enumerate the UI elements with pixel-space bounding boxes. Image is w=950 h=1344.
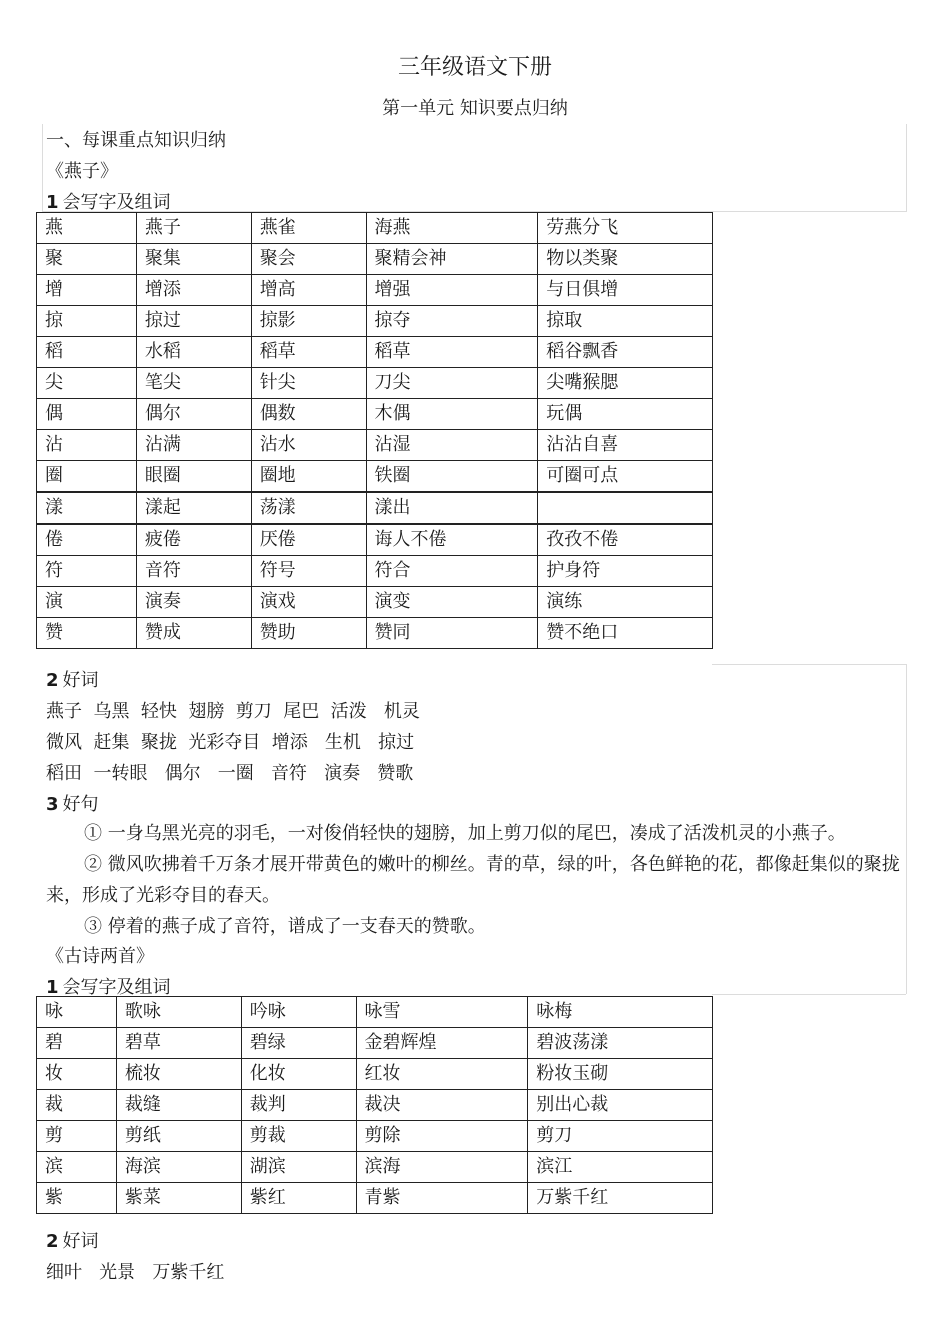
- character-cell: 紫: [37, 1183, 117, 1214]
- heading-text: 好句: [62, 794, 99, 815]
- table-row: [37, 1059, 713, 1090]
- frame-bottom-rule: [712, 994, 906, 995]
- table-row: [37, 1121, 713, 1152]
- word-cell: 厌倦: [251, 524, 366, 556]
- table-row: [37, 461, 713, 493]
- word-cell: 别出心裁: [528, 1090, 713, 1121]
- vocab-table: [36, 212, 713, 649]
- table-row: [37, 275, 713, 306]
- word-cell: 演奏: [136, 587, 251, 618]
- frame-mid-rule: [712, 664, 906, 665]
- sentence: ③ 停着的燕子成了音符，谱成了一支春天的赞歌。: [84, 916, 486, 937]
- word-line: 稻田 一转眼 偶尔 一圈 音符 演奏 赞歌: [46, 763, 414, 784]
- table-row: [37, 337, 713, 368]
- word-cell: 裁缝: [116, 1090, 241, 1121]
- word-cell: 偶尔: [136, 399, 251, 430]
- word-cell: 水稻: [136, 337, 251, 368]
- word-cell: 沾满: [136, 430, 251, 461]
- word-cell: 与日俱增: [538, 275, 713, 306]
- heading-number: 2: [46, 1231, 59, 1252]
- word-cell: 掠影: [251, 306, 366, 337]
- heading-text: 好词: [62, 670, 99, 691]
- character-cell: 聚: [37, 244, 137, 275]
- lesson-title: 《古诗两首》: [46, 946, 154, 967]
- character-cell: 演: [37, 587, 137, 618]
- heading-text: 会写字及组词: [62, 977, 171, 998]
- word-cell: 聚集: [136, 244, 251, 275]
- word-cell: 劳燕分飞: [538, 213, 713, 244]
- word-cell: 赞助: [251, 618, 366, 649]
- word-cell: 咏梅: [528, 997, 713, 1028]
- unit-subtitle: 第一单元 知识要点归纳: [382, 98, 568, 119]
- word-cell: 演练: [538, 587, 713, 618]
- word-cell: 赞不绝口: [538, 618, 713, 649]
- word-line: 细叶 光景 万紫千红: [46, 1262, 225, 1283]
- table-row: [37, 492, 713, 524]
- heading-characters: [46, 188, 171, 214]
- word-cell: 滨海: [356, 1152, 528, 1183]
- word-cell: 梳妆: [116, 1059, 241, 1090]
- word-cell: 赞成: [136, 618, 251, 649]
- word-cell: 护身符: [538, 556, 713, 587]
- word-cell: 演戏: [251, 587, 366, 618]
- word-cell: 歌咏: [116, 997, 241, 1028]
- word-cell: 铁圈: [366, 461, 538, 493]
- word-cell: 眼圈: [136, 461, 251, 493]
- word-cell: 音符: [136, 556, 251, 587]
- word-cell: 沾水: [251, 430, 366, 461]
- word-cell: 稻草: [366, 337, 538, 368]
- word-cell: 粉妆玉砌: [528, 1059, 713, 1090]
- frame-left-top: [42, 124, 43, 212]
- word-cell: 符合: [366, 556, 538, 587]
- word-cell: 掠取: [538, 306, 713, 337]
- table-row: [37, 997, 713, 1028]
- word-cell: 咏雪: [356, 997, 528, 1028]
- character-cell: 滨: [37, 1152, 117, 1183]
- word-cell: 聚精会神: [366, 244, 538, 275]
- sentence: ① 一身乌黑光亮的羽毛，一对俊俏轻快的翅膀，加上剪刀似的尾巴，凑成了活泼机灵的小燕子。: [84, 823, 846, 844]
- character-cell: 尖: [37, 368, 137, 399]
- word-cell: 增添: [136, 275, 251, 306]
- word-cell: 剪除: [356, 1121, 528, 1152]
- word-cell: 紫菜: [116, 1183, 241, 1214]
- character-cell: 圈: [37, 461, 137, 493]
- word-cell: 化妆: [241, 1059, 356, 1090]
- section-heading: 一、每课重点知识归纳: [46, 130, 226, 151]
- word-cell: 笔尖: [136, 368, 251, 399]
- heading-number: 1: [46, 977, 59, 998]
- word-cell: 海滨: [116, 1152, 241, 1183]
- heading-text: 会写字及组词: [62, 192, 171, 213]
- word-cell: 万紫千红: [528, 1183, 713, 1214]
- table-row: [37, 524, 713, 556]
- frame-right-top: [906, 124, 907, 212]
- word-cell: 掠过: [136, 306, 251, 337]
- character-cell: 咏: [37, 997, 117, 1028]
- word-cell: 碧草: [116, 1028, 241, 1059]
- page-title: 三年级语文下册: [397, 55, 552, 80]
- word-cell: 稻谷飘香: [538, 337, 713, 368]
- character-cell: 增: [37, 275, 137, 306]
- word-cell: 聚会: [251, 244, 366, 275]
- word-cell: 针尖: [251, 368, 366, 399]
- table-row: [37, 556, 713, 587]
- table-row: [37, 244, 713, 275]
- heading-number: 2: [46, 670, 59, 691]
- word-cell: 吟咏: [241, 997, 356, 1028]
- character-cell: 碧: [37, 1028, 117, 1059]
- word-cell: 裁判: [241, 1090, 356, 1121]
- table-row: [37, 1152, 713, 1183]
- word-cell: 漾出: [366, 492, 538, 524]
- word-line: 微风 赶集 聚拢 光彩夺目 增添 生机 掠过: [46, 732, 415, 753]
- word-cell: 可圈可点: [538, 461, 713, 493]
- word-cell: 碧波荡漾: [528, 1028, 713, 1059]
- character-cell: 裁: [37, 1090, 117, 1121]
- word-cell: 燕子: [136, 213, 251, 244]
- table-row: [37, 306, 713, 337]
- word-cell: 偶数: [251, 399, 366, 430]
- word-cell: 裁决: [356, 1090, 528, 1121]
- word-line: 燕子 乌黑 轻快 翅膀 剪刀 尾巴 活泼 机灵: [46, 701, 420, 722]
- word-cell: 碧绿: [241, 1028, 356, 1059]
- table-row: [37, 1028, 713, 1059]
- heading-number: 3: [46, 794, 59, 815]
- word-cell: 紫红: [241, 1183, 356, 1214]
- word-cell: 剪裁: [241, 1121, 356, 1152]
- character-cell: 倦: [37, 524, 137, 556]
- word-cell: 圈地: [251, 461, 366, 493]
- word-cell: 尖嘴猴腮: [538, 368, 713, 399]
- character-cell: 妆: [37, 1059, 117, 1090]
- character-cell: 稻: [37, 337, 137, 368]
- word-cell: 滨江: [528, 1152, 713, 1183]
- word-cell: 红妆: [356, 1059, 528, 1090]
- character-cell: 符: [37, 556, 137, 587]
- word-cell: 金碧辉煌: [356, 1028, 528, 1059]
- word-cell: 演变: [366, 587, 538, 618]
- word-cell: [538, 492, 713, 524]
- word-cell: 疲倦: [136, 524, 251, 556]
- word-cell: 刀尖: [366, 368, 538, 399]
- word-cell: 玩偶: [538, 399, 713, 430]
- word-cell: 孜孜不倦: [538, 524, 713, 556]
- table-row: [37, 587, 713, 618]
- table-row: [37, 368, 713, 399]
- table-row: [37, 618, 713, 649]
- heading-number: 1: [46, 192, 59, 213]
- word-cell: 赞同: [366, 618, 538, 649]
- lesson-title: 《燕子》: [46, 161, 118, 182]
- word-cell: 符号: [251, 556, 366, 587]
- table-row: [37, 1183, 713, 1214]
- word-cell: 剪纸: [116, 1121, 241, 1152]
- word-cell: 荡漾: [251, 492, 366, 524]
- word-cell: 漾起: [136, 492, 251, 524]
- word-cell: 剪刀: [528, 1121, 713, 1152]
- character-cell: 漾: [37, 492, 137, 524]
- word-cell: 青紫: [356, 1183, 528, 1214]
- word-cell: 湖滨: [241, 1152, 356, 1183]
- table-row: [37, 1090, 713, 1121]
- character-cell: 掠: [37, 306, 137, 337]
- character-cell: 偶: [37, 399, 137, 430]
- word-cell: 木偶: [366, 399, 538, 430]
- sentence: ② 微风吹拂着千万条才展开带黄色的嫩叶的柳丝。青的草，绿的叶，各色鲜艳的花，都像赶集似的聚拢来，形成了光彩夺目的春天。: [46, 854, 900, 906]
- word-cell: 诲人不倦: [366, 524, 538, 556]
- word-cell: 沾沾自喜: [538, 430, 713, 461]
- table-row: [37, 430, 713, 461]
- word-cell: 海燕: [366, 213, 538, 244]
- heading-good-words: [46, 1227, 99, 1253]
- character-cell: 沾: [37, 430, 137, 461]
- heading-good-sentences: [46, 790, 99, 816]
- word-cell: 燕雀: [251, 213, 366, 244]
- table-row: [37, 213, 713, 244]
- word-cell: 物以类聚: [538, 244, 713, 275]
- table-row: [37, 399, 713, 430]
- word-cell: 掠夺: [366, 306, 538, 337]
- character-cell: 赞: [37, 618, 137, 649]
- word-cell: 稻草: [251, 337, 366, 368]
- word-cell: 增强: [366, 275, 538, 306]
- heading-good-words: [46, 666, 99, 692]
- word-cell: 沾湿: [366, 430, 538, 461]
- character-cell: 剪: [37, 1121, 117, 1152]
- frame-right-mid: [906, 664, 907, 994]
- vocab-table: [36, 996, 713, 1214]
- word-cell: 增高: [251, 275, 366, 306]
- character-cell: 燕: [37, 213, 137, 244]
- heading-text: 好词: [62, 1231, 99, 1252]
